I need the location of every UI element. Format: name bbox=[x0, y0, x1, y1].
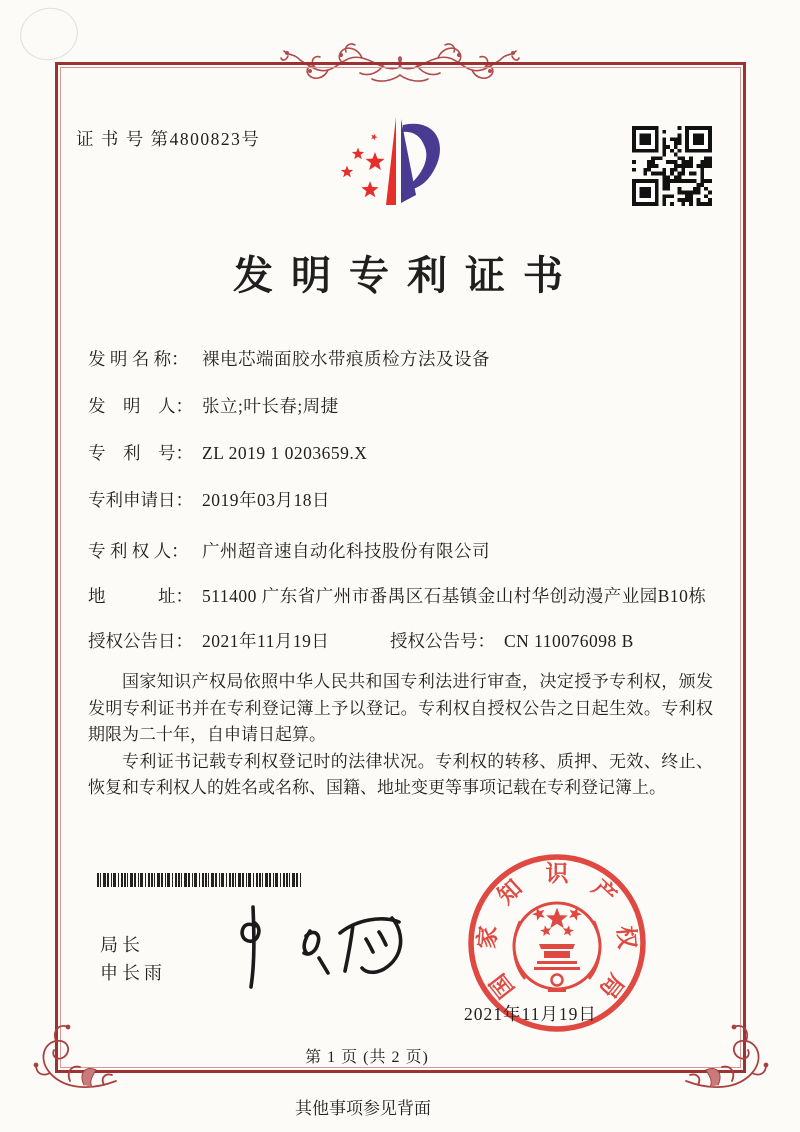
field-label: 专利申请日： bbox=[88, 490, 193, 510]
field-row-patentee bbox=[88, 539, 716, 563]
svg-text:国: 国 bbox=[485, 969, 520, 1003]
barcode bbox=[97, 873, 303, 887]
logo-star-icon bbox=[366, 152, 385, 170]
field-row-patent-number bbox=[88, 441, 716, 465]
field-row-invention-name bbox=[88, 347, 716, 371]
field-value: 广州超音速自动化科技股份有限公司 bbox=[202, 541, 490, 561]
grant-date-under-seal: 2021年11月19日 bbox=[464, 1004, 597, 1024]
pagination: 第 1 页 (共 2 页) bbox=[305, 1049, 429, 1066]
logo-star-icon bbox=[371, 134, 377, 141]
svg-text:知: 知 bbox=[492, 874, 527, 909]
svg-text:局: 局 bbox=[594, 969, 629, 1003]
legal-paragraph-1: 国家知识产权局依照中华人民共和国专利法进行审查，决定授予专利权，颁发发明专利证书并在专利登记簿上予以登记。专利权自授权公告之日起生效。专利权期限为二十年，自申请日起算。 bbox=[88, 672, 713, 746]
qr-code bbox=[632, 126, 713, 206]
signature-shen-changyu bbox=[222, 903, 417, 993]
field-value: 裸电芯端面胶水带痕质检方法及设备 bbox=[202, 349, 490, 369]
field-label: 发 明 人： bbox=[88, 396, 193, 416]
svg-text:家: 家 bbox=[474, 924, 502, 950]
field-pair-grant-number bbox=[390, 629, 704, 653]
back-side-note: 其他事项参见背面 bbox=[295, 1099, 431, 1119]
national-emblem bbox=[514, 903, 600, 992]
svg-text:识: 识 bbox=[545, 861, 569, 886]
ghost-seal-impression bbox=[15, 2, 84, 66]
signer-name: 申长雨 bbox=[100, 963, 166, 983]
field-label: 专 利 权 人： bbox=[88, 541, 189, 561]
legal-text bbox=[88, 669, 713, 802]
field-row-inventor bbox=[88, 394, 716, 418]
field-row-address bbox=[88, 584, 716, 608]
logo-star-icon bbox=[361, 181, 378, 197]
field-row-filing-date bbox=[88, 488, 716, 512]
field-label: 授权公告号： bbox=[390, 631, 495, 651]
field-label: 专 利 号： bbox=[88, 443, 193, 463]
field-value: 511400 广东省广州市番禺区石基镇金山村华创动漫产业园B10栋 bbox=[202, 586, 707, 606]
signer-role: 局长 bbox=[100, 935, 144, 955]
certificate-number: 证 书 号 第4800823号 bbox=[76, 129, 261, 149]
field-value: 2019年03月18日 bbox=[202, 490, 330, 510]
logo-red-wedge bbox=[386, 117, 396, 205]
field-value: 2021年11月19日 bbox=[202, 631, 330, 651]
field-label: 发 明 名 称： bbox=[88, 349, 189, 369]
field-value: 张立;叶长春;周捷 bbox=[202, 396, 339, 416]
cnipa-logo bbox=[328, 101, 468, 236]
logo-star-icon bbox=[352, 148, 364, 160]
logo-star-icon bbox=[341, 166, 353, 178]
field-value: CN 110076098 B bbox=[504, 631, 634, 651]
svg-text:权: 权 bbox=[612, 924, 640, 950]
field-row-grant bbox=[88, 629, 716, 653]
corner-flourish-right bbox=[684, 1015, 776, 1095]
field-label: 授权公告日： bbox=[88, 631, 193, 651]
certificate-title: 发明专利证书 bbox=[233, 253, 581, 298]
field-label: 地 址： bbox=[88, 586, 193, 606]
corner-flourish-left bbox=[26, 1015, 118, 1095]
legal-paragraph-2: 专利证书记载专利权登记时的法律状况。专利权的转移、质押、无效、终止、恢复和专利权人的姓名或名称、国籍、地址变更等事项记载在专利登记簿上。 bbox=[88, 751, 713, 799]
field-value: ZL 2019 1 0203659.X bbox=[202, 443, 368, 463]
svg-text:产: 产 bbox=[587, 874, 622, 909]
